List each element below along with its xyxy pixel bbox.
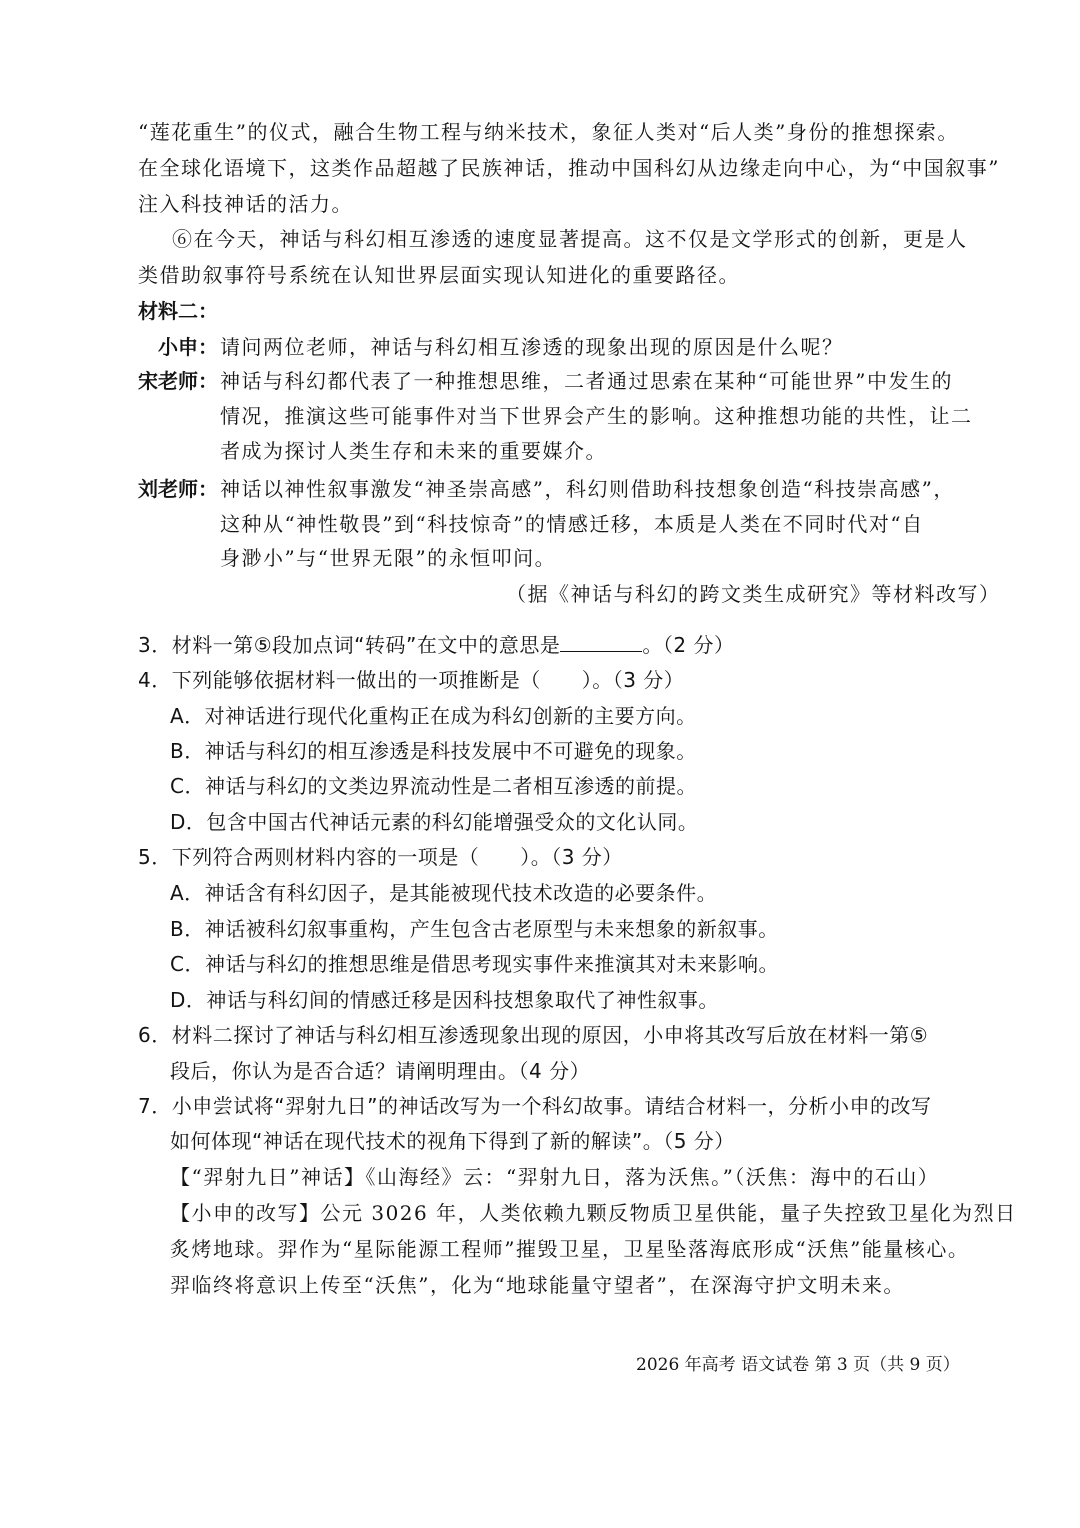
question-6-line-2: 段后，你认为是否合适？请阐明理由。（4 分）	[170, 1059, 591, 1083]
m1-para5-line-2: 在全球化语境下，这类作品超越了民族神话，推动中国科幻从边缘走向中心，为“中国叙事”	[138, 156, 1000, 180]
q4-option-c[interactable]: C．神话与科幻的文类边界流动性是二者相互渗透的前提。	[170, 774, 697, 798]
q5-option-d[interactable]: D．神话与科幻间的情感迁移是因科技想象取代了神性叙事。	[170, 988, 719, 1012]
liu-line-1: 神话以神性叙事激发“神圣崇高感”，科幻则借助科技想象创造“科技崇高感”，	[220, 477, 955, 501]
q7-rewrite-line-1: 【小申的改写】公元 3026 年，人类依赖九颗反物质卫星供能，量子失控致卫星化为烈日	[170, 1201, 1017, 1225]
m1-para5-line-3: 注入科技神话的活力。	[138, 192, 353, 216]
q4-option-b[interactable]: B．神话与科幻的相互渗透是科技发展中不可避免的现象。	[170, 739, 697, 763]
xiaoshen-line-1: 请问两位老师，神话与科幻相互渗透的现象出现的原因是什么呢？	[220, 335, 844, 359]
m1-para5-line-1: “莲花重生”的仪式，融合生物工程与纳米技术，象征人类对“后人类”身份的推想探索。	[138, 120, 959, 144]
q7-rewrite-line-2: 炙烤地球。羿作为“星际能源工程师”摧毁卫星，卫星坠落海底形成“沃焦”能量核心。	[170, 1237, 970, 1261]
q3-score: 。（2 分）	[642, 633, 735, 657]
song-line-1: 神话与科幻都代表了一种推想思维，二者通过思索在某种“可能世界”中发生的	[220, 369, 953, 393]
question-6-line-1: 6．材料二探讨了神话与科幻相互渗透现象出现的原因，小申将其改写后放在材料一第⑤	[138, 1023, 929, 1047]
speaker-liu: 刘老师：	[138, 477, 218, 501]
material2-source: （据《神话与科幻的跨文类生成研究》等材料改写）	[506, 582, 1001, 606]
question-3	[138, 630, 734, 660]
question-7-line-2: 如何体现“神话在现代技术的视角下得到了新的解读”。（5 分）	[170, 1129, 735, 1153]
q4-option-d[interactable]: D．包含中国古代神话元素的科幻能增强受众的文化认同。	[170, 810, 699, 834]
speaker-xiaoshen: 小申：	[158, 335, 218, 359]
m1-para6-line-2: 类借助叙事符号系统在认知世界层面实现认知进化的重要路径。	[138, 263, 740, 287]
q7-myth-quote: 【“羿射九日”神话】《山海经》云：“羿射九日，落为沃焦。”（沃焦：海中的石山）	[170, 1165, 940, 1189]
q4-option-a[interactable]: A．对神话进行现代化重构正在成为科幻创新的主要方向。	[170, 704, 697, 728]
q3-answer-blank[interactable]	[560, 631, 642, 652]
song-line-3: 者成为探讨人类生存和未来的重要媒介。	[220, 439, 607, 463]
q5-option-b[interactable]: B．神话被科幻叙事重构，产生包含古老原型与未来想象的新叙事。	[170, 917, 779, 941]
q7-rewrite-line-3: 羿临终将意识上传至“沃焦”，化为“地球能量守望者”，在深海守护文明未来。	[170, 1273, 905, 1297]
liu-line-2: 这种从“神性敬畏”到“科技惊奇”的情感迁移，本质是人类在不同时代对“自	[220, 512, 924, 536]
question-4: 4．下列能够依据材料一做出的一项推断是（ ）。（3 分）	[138, 668, 685, 692]
q5-option-c[interactable]: C．神话与科幻的推想思维是借思考现实事件来推演其对未来影响。	[170, 952, 779, 976]
m1-para6-line-1: ⑥在今天，神话与科幻相互渗透的速度显著提高。这不仅是文学形式的创新，更是人	[172, 227, 968, 251]
liu-line-3: 身渺小”与“世界无限”的永恒叩问。	[220, 546, 557, 570]
q5-option-a[interactable]: A．神话含有科幻因子，是其能被现代技术改造的必要条件。	[170, 881, 718, 905]
question-5: 5．下列符合两则材料内容的一项是（ ）。（3 分）	[138, 845, 623, 869]
song-line-2: 情况，推演这些可能事件对当下世界会产生的影响。这种推想功能的共性，让二	[220, 404, 973, 428]
speaker-song: 宋老师：	[138, 369, 218, 393]
page-footer: 2026 年高考 语文试卷 第 3 页（共 9 页）	[636, 1355, 960, 1375]
material2-heading: 材料二：	[138, 299, 218, 323]
question-7-line-1: 7．小申尝试将“羿射九日”的神话改写为一个科幻故事。请结合材料一，分析小申的改写	[138, 1094, 932, 1118]
q3-prompt: 3．材料一第⑤段加点词“转码”在文中的意思是	[138, 633, 561, 657]
